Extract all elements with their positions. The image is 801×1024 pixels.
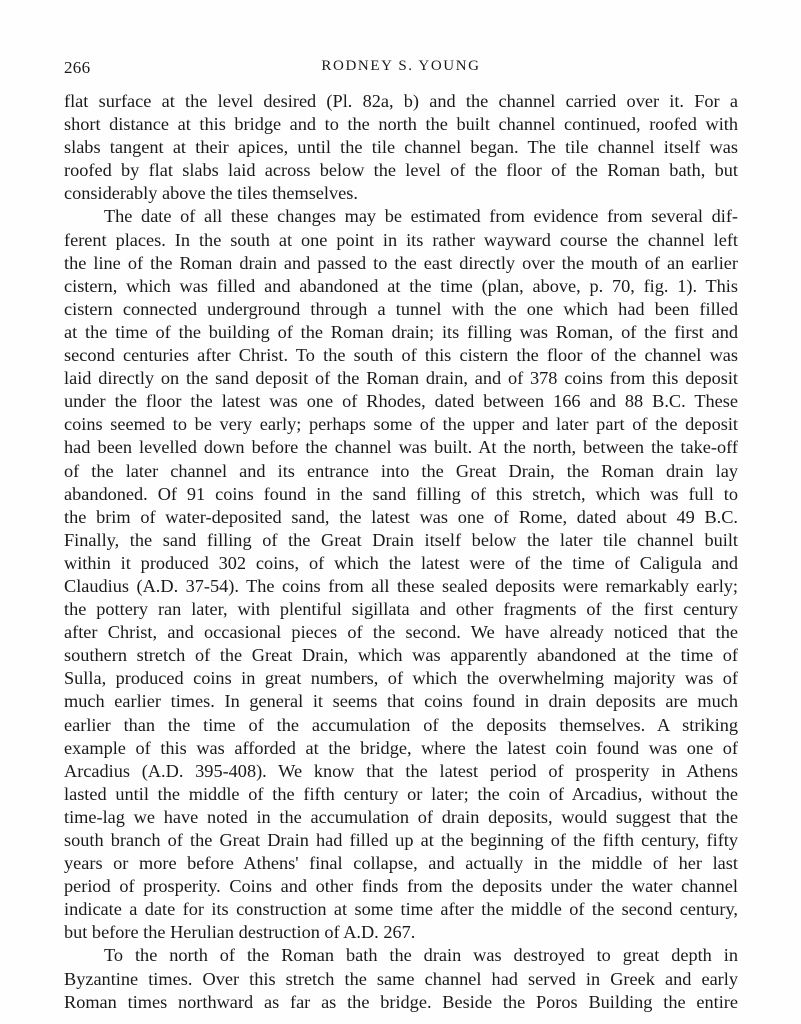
text-line: of the later channel and its entrance into the Great Drain, the Roman drain lay — [64, 460, 738, 481]
text-line: after Christ, and occasional pieces of the second. We have already noticed that the — [64, 622, 738, 643]
text-line: The date of all these changes may be estimated from evidence from several dif- — [104, 206, 738, 227]
text-line: indicate a date for its construction at some time after the middle of the second century, — [64, 899, 738, 920]
text-line: Finally, the sand filling of the Great Drain itself below the later tile channel built — [64, 529, 738, 550]
text-line: at the time of the building of the Roman drain; its filling was Roman, of the first and — [64, 321, 738, 342]
text-line: lasted until the middle of the fifth century or later; the coin of Arcadius, without the — [64, 783, 738, 804]
text-line: years or more before Athens' final collapse, and actually in the middle of her last — [64, 853, 738, 874]
text-line: cistern connected underground through a tunnel with the one which had been filled — [64, 298, 738, 319]
text-line: considerably above the tiles themselves. — [64, 183, 358, 204]
text-line: the brim of water-deposited sand, the latest was one of Rome, dated about 49 B.C. — [64, 506, 738, 527]
text-line: coins seemed to be very early; perhaps some of the upper and later part of the deposit — [64, 414, 738, 435]
text-line: time-lag we have noted in the accumulation of drain deposits, would suggest that the — [64, 806, 738, 827]
text-line: cistern, which was filled and abandoned at the time (plan, above, p. 70, fig. 1). This — [64, 275, 738, 296]
text-line: the pottery ran later, with plentiful sigillata and other fragments of the first century — [64, 599, 738, 620]
text-line: Sulla, produced coins in great numbers, of which the overwhelming majority was of — [64, 668, 738, 689]
text-line: within it produced 302 coins, of which the latest were of the time of Caligula and — [64, 552, 738, 573]
text-line: much earlier times. In general it seems that coins found in drain deposits are much — [64, 691, 738, 712]
page-number: 266 — [64, 58, 91, 77]
text-line: slabs tangent at their apices, until the tile channel began. The tile channel itself was — [64, 137, 738, 158]
text-line: short distance at this bridge and to the north the built channel continued, roofed with — [64, 114, 738, 135]
text-line: Claudius (A.D. 37-54). The coins from all these sealed deposits were remarkably early; — [64, 575, 738, 596]
text-line: abandoned. Of 91 coins found in the sand filling of this stretch, which was full to — [64, 483, 738, 504]
text-line: To the north of the Roman bath the drain was destroyed to great depth in — [104, 945, 738, 966]
text-line: roofed by flat slabs laid across below the level of the floor of the Roman bath, but — [64, 160, 738, 181]
text-line: but before the Herulian destruction of A.D. 267. — [64, 922, 416, 943]
text-line: southern stretch of the Great Drain, which was apparently abandoned at the time of — [64, 645, 738, 666]
text-line: had been levelled down before the channel was built. At the north, between the take-off — [64, 437, 738, 458]
text-line: the line of the Roman drain and passed to the east directly over the mouth of an earlier — [64, 252, 738, 273]
text-line: ferent places. In the south at one point in its rather wayward course the channel left — [64, 229, 738, 250]
page-header — [64, 58, 738, 82]
text-line: Arcadius (A.D. 395-408). We know that the latest period of prosperity in Athens — [64, 760, 738, 781]
text-line: period of prosperity. Coins and other finds from the deposits under the water channel — [64, 876, 738, 897]
text-line: second centuries after Christ. To the south of this cistern the floor of the channel was — [64, 345, 738, 366]
text-line: laid directly on the sand deposit of the Roman drain, and of 378 coins from this deposit — [64, 368, 738, 389]
text-line: flat surface at the level desired (Pl. 82a, b) and the channel carried over it. For a — [64, 91, 738, 111]
text-line: example of this was afforded at the bridge, where the latest coin found was one of — [64, 737, 738, 758]
text-line: under the floor the latest was one of Rhodes, dated between 166 and 88 B.C. These — [64, 391, 738, 412]
running-head: RODNEY S. YOUNG — [321, 58, 481, 74]
body-text — [64, 90, 738, 1012]
text-line: Byzantine times. Over this stretch the same channel had served in Greek and early — [64, 968, 738, 989]
text-line: Roman times northward as far as the bridge. Beside the Poros Building the entire — [64, 991, 738, 1012]
text-line: earlier than the time of the accumulation of the deposits themselves. A striking — [64, 714, 738, 735]
text-line: south branch of the Great Drain had filled up at the beginning of the fifth century, fifty — [64, 830, 738, 850]
